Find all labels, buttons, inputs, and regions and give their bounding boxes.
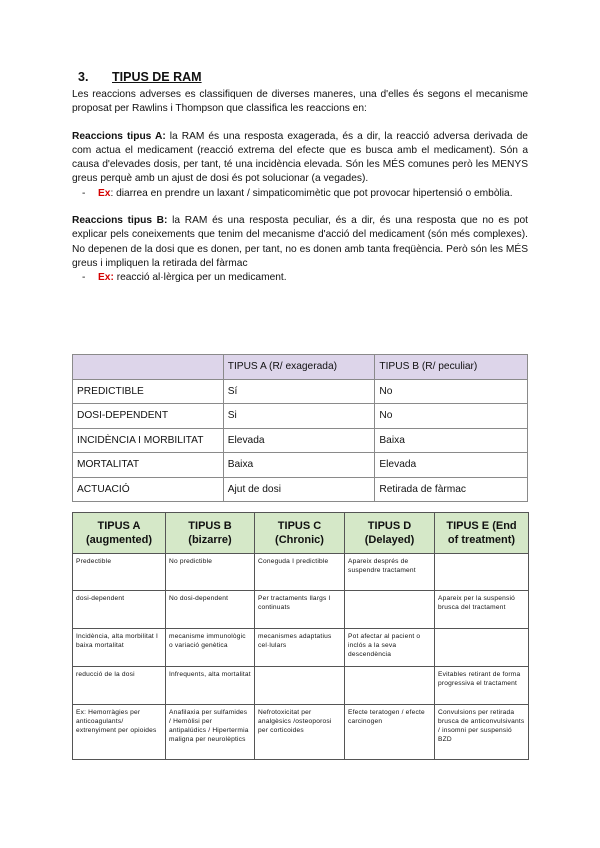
table-cell: Nefrotoxicitat per analgèsics /osteoporosi per corticoides [255, 705, 345, 760]
type-a-example-list [72, 187, 528, 201]
header-line: TIPUS C [277, 520, 322, 532]
table-cell: Efecte teratogen / efecte carcinogen [345, 705, 435, 760]
table-cell: Apareix després de suspendre tractament [345, 554, 435, 591]
table-cell: Ajut de dosi [223, 477, 375, 502]
comparison-table-ab [72, 354, 528, 502]
table-header-cell [345, 513, 435, 554]
type-b-example-label: Ex: [98, 272, 114, 284]
table-cell: Infrequents, alta mortalitat [166, 667, 255, 705]
intro-paragraph: Les reaccions adverses es classifiquen de diverses maneres, una d'elles és segons el mecanisme proposat per Rawlins i Thompson que classifica les reaccions en: [72, 89, 528, 115]
table-row [73, 477, 528, 502]
table-cell: mecanisme immunològic o variació genètica [166, 629, 255, 667]
table-cell: Baixa [223, 453, 375, 478]
header-line: of treatment) [447, 534, 516, 546]
table-row [73, 453, 528, 478]
table-cell: No [375, 404, 528, 429]
table-row [73, 705, 529, 760]
document-body [72, 70, 528, 286]
type-b-label: Reaccions tipus B: [72, 215, 168, 227]
header-line: (augmented) [86, 534, 152, 546]
bullet-dash: - [82, 187, 86, 199]
table-row [73, 591, 529, 629]
header-line: TIPUS E (End [446, 520, 517, 532]
classification-table-abcde [72, 512, 529, 760]
table-cell: reducció de la dosi [73, 667, 166, 705]
table-header-cell [73, 355, 224, 380]
table-cell: Elevada [375, 453, 528, 478]
type-a-label: Reaccions tipus A: [72, 130, 166, 142]
table-header-row [73, 355, 528, 380]
type-a-text: la RAM és una resposta exagerada, és a dir, la reacció adversa derivada de com actua el medicament (reacció extrema del efecte que es busca amb el medicament). Són a causa d'elevades dosis, per tant, té una incidència elevada. Són les MÉS comunes però les MENYS greus perquè amb un ajust de dosi és pot solucionar (a vegades). [72, 130, 528, 185]
table-cell: Sí [223, 379, 375, 404]
table-cell: Pot afectar al pacient o inclós a la seva descendència [345, 629, 435, 667]
table-header-row [73, 513, 529, 554]
table-cell: Retirada de fàrmac [375, 477, 528, 502]
table-header-cell: TIPUS A (R/ exagerada) [223, 355, 375, 380]
table-cell: Baixa [375, 428, 528, 453]
table-row [73, 554, 529, 591]
type-b-example-text: reacció al·lèrgica per un medicament. [113, 272, 287, 284]
type-b-example [72, 271, 528, 285]
type-b-paragraph [72, 214, 528, 271]
table-cell: ACTUACIÓ [73, 477, 224, 502]
table-cell: DOSI-DEPENDENT [73, 404, 224, 429]
header-line: TIPUS A [97, 520, 141, 532]
table-cell: dosi-dependent [73, 591, 166, 629]
table-cell [345, 591, 435, 629]
header-line: TIPUS D [367, 520, 412, 532]
table-cell: mecanismes adaptatius cel·lulars [255, 629, 345, 667]
table-cell: Ex: Hemorràgies per anticoagulants/ extrenyiment per opioides [73, 705, 166, 760]
type-b-example-list [72, 271, 528, 285]
table-row [73, 428, 528, 453]
table-cell: Elevada [223, 428, 375, 453]
table-header-cell [73, 513, 166, 554]
table-row [73, 629, 529, 667]
table-cell: Incidència, alta morbilitat I baixa mortalitat [73, 629, 166, 667]
table-cell [435, 554, 529, 591]
table-cell: No [375, 379, 528, 404]
type-a-example [72, 187, 528, 201]
bullet-dash: - [82, 272, 86, 284]
table-cell [345, 667, 435, 705]
table-cell: Si [223, 404, 375, 429]
table-cell: INCIDÈNCIA I MORBILITAT [73, 428, 224, 453]
type-a-example-text: : diarrea en prendre un laxant / simpaticomimètic que pot provocar hipertensió o embòlia. [110, 187, 513, 199]
table-cell: MORTALITAT [73, 453, 224, 478]
table-row [73, 404, 528, 429]
section-title: TIPUS DE RAM [112, 70, 202, 84]
table-header-cell [166, 513, 255, 554]
table-cell: Evitables retirant de forma progressiva el tractament [435, 667, 529, 705]
table-cell [255, 667, 345, 705]
table-cell: Coneguda I predictible [255, 554, 345, 591]
table-row [73, 667, 529, 705]
table-cell [435, 629, 529, 667]
table-header-cell [435, 513, 529, 554]
table-cell: No predictible [166, 554, 255, 591]
header-line: (Chronic) [275, 534, 324, 546]
section-heading [72, 70, 528, 84]
table-cell: Apareix per la suspensió brusca del tractament [435, 591, 529, 629]
table-header-cell: TIPUS B (R/ peculiar) [375, 355, 528, 380]
type-a-example-label: Ex [98, 187, 111, 199]
table-cell: Predectible [73, 554, 166, 591]
section-number: 3. [78, 70, 89, 84]
type-a-paragraph [72, 130, 528, 187]
table-cell: No dosi-dependent [166, 591, 255, 629]
table-cell: Anafilaxia per sulfamides / Hemòlisi per antipalúdics / Hipertermia maligna per neurolèptics [166, 705, 255, 760]
header-line: TIPUS B [188, 520, 232, 532]
header-line: (bizarre) [188, 534, 232, 546]
table-cell: PREDICTIBLE [73, 379, 224, 404]
table-cell: Convulsions per retirada brusca de anticonvulsivants / insomni per suspensió BZD [435, 705, 529, 760]
table-cell: Per tractaments llargs I continuats [255, 591, 345, 629]
type-b-text: la RAM és una resposta peculiar, és a dir, és una resposta que no es pot explicar pels coneixements que tenim del mecanisme d'acció del medicament (són més complexes). No depenen de la dosi que es donen, per tant, no es donen amb tanta freqüència. Però són les MÉS greus i impliquen la retirada del fàrmac [72, 215, 528, 269]
table-header-cell [255, 513, 345, 554]
table-row [73, 379, 528, 404]
header-line: (Delayed) [364, 534, 415, 546]
